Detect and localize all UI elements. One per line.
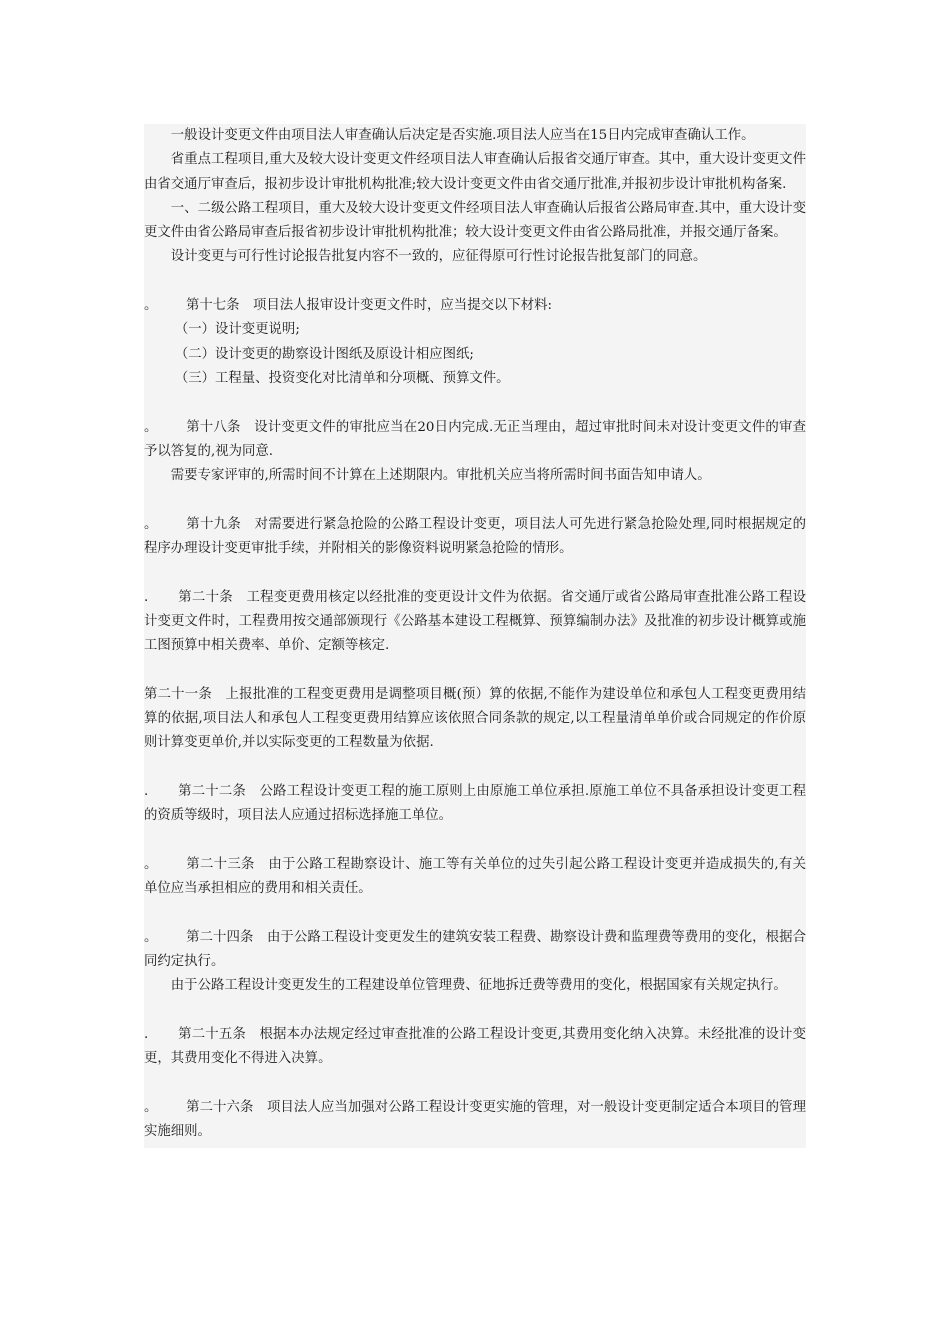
paragraph: 省重点工程项目,重大及较大设计变更文件经项目法人审查确认后报省交通厅审查。其中，重大设计变更文件由省交通厅审查后，报初步设计审批机构批准;较大设计变更文件由省交通厅批准,并报初步设计审批机构备案.	[144, 152, 806, 192]
bullet-marker: 。	[144, 856, 158, 872]
paragraph-gap	[144, 270, 806, 294]
document-body	[144, 124, 806, 1148]
paragraph: 需要专家评审的,所需时间不计算在上述期限内。审批机关应当将所需时间书面告知申请人。	[170, 468, 711, 484]
paragraph-gap	[144, 659, 806, 683]
article-text: 第二十条 工程变更费用核定以经批准的变更设计文件为依据。省交通厅或省公路局审查批准公路工程设计变更文件时，工程费用按交通部颁现行《公路基本建设工程概算、预算编制办法》及批准的初步设计概算或施工图预算中相关费率、单价、定额等核定.	[144, 589, 806, 654]
bullet-marker: 。	[144, 929, 158, 945]
paragraph: 设计变更与可行性讨论报告批复内容不一致的，应征得原可行性讨论报告批复部门的同意。	[170, 249, 707, 265]
article-18	[144, 416, 806, 465]
list-item: （二）设计变更的勘察设计图纸及原设计相应图纸;	[174, 346, 474, 362]
paragraph: 一、二级公路工程项目，重大及较大设计变更文件经项目法人审查确认后报省公路局审查.其中，重大设计变更文件由省公路局审查后报省初步设计审批机构批准；较大设计变更文件由省公路局批准，并报交通厅备案。	[144, 200, 806, 241]
article-text: 第二十三条 由于公路工程勘察设计、施工等有关单位的过失引起公路工程设计变更并造成损失的,有关单位应当承担相应的费用和相关责任。	[144, 856, 806, 897]
article-25	[144, 1023, 806, 1072]
article-text: 第二十二条 公路工程设计变更工程的施工原则上由原施工单位承担.原施工单位不具备承担设计变更工程的资质等级时，项目法人应通过招标选择施工单位。	[144, 784, 806, 824]
article-text: 第十九条 对需要进行紧急抢险的公路工程设计变更，项目法人可先进行紧急抢险处理,同时根据规定的程序办理设计变更审批手续，并附相关的影像资料说明紧急抢险的情形。	[144, 516, 806, 557]
paragraph-gap	[144, 902, 806, 926]
article-text: 第二十五条 根据本办法规定经过审查批准的公路工程设计变更,其费用变化纳入决算。未经批准的设计变更，其费用变化不得进入决算。	[144, 1026, 806, 1067]
paragraph-gap	[144, 756, 806, 780]
article-text: 第十七条 项目法人报审设计变更文件时，应当提交以下材料:	[186, 298, 553, 314]
paragraph-gap	[144, 561, 806, 585]
paragraph: 由于公路工程设计变更发生的工程建设单位管理费、征地拆迁费等费用的变化，根据国家有关规定执行。	[170, 978, 787, 994]
bullet-marker: 。	[144, 419, 158, 435]
article-20	[144, 586, 806, 659]
bullet-marker: 。	[144, 516, 158, 532]
bullet-marker: .	[144, 1026, 149, 1042]
paragraph-gap	[144, 1072, 806, 1096]
article-21: 第二十一条 上报批准的工程变更费用是调整项目概(预）算的依据,不能作为建设单位和承包人工程变更费用结算的依据,项目法人和承包人工程变更费用结算应该依照合同条款的规定,以工程量清单单价或合同规定的作价原则计算变更单价,并以实际变更的工程数量为依据.	[144, 686, 806, 751]
bullet-marker: 。	[144, 1099, 158, 1115]
article-19	[144, 513, 806, 562]
article-23	[144, 853, 806, 902]
paragraph: 一般设计变更文件由项目法人审查确认后决定是否实施.项目法人应当在15日内完成审查确认工作。	[170, 128, 755, 143]
article-26	[144, 1096, 806, 1145]
list-item: （三）工程量、投资变化对比清单和分项概、预算文件。	[174, 370, 510, 386]
bullet-marker: 。	[144, 298, 158, 314]
article-text: 第十八条 设计变更文件的审批应当在20日内完成.无正当理由，超过审批时间未对设计变更文件的审查予以答复的,视为同意.	[144, 419, 806, 459]
article-24	[144, 926, 806, 975]
paragraph-gap	[144, 999, 806, 1023]
article-text: 第二十六条 项目法人应当加强对公路工程设计变更实施的管理，对一般设计变更制定适合本项目的管理实施细则。	[144, 1099, 806, 1140]
paragraph-gap	[144, 391, 806, 415]
paragraph-gap	[144, 829, 806, 853]
list-item: （一）设计变更说明;	[174, 322, 300, 338]
article-22	[144, 780, 806, 829]
article-17	[144, 294, 806, 318]
paragraph-gap	[144, 488, 806, 512]
bullet-marker: .	[144, 589, 149, 605]
article-text: 第二十四条 由于公路工程设计变更发生的建筑安装工程费、勘察设计费和监理费等费用的变化，根据合同约定执行。	[144, 929, 806, 970]
bullet-marker: .	[144, 784, 149, 800]
